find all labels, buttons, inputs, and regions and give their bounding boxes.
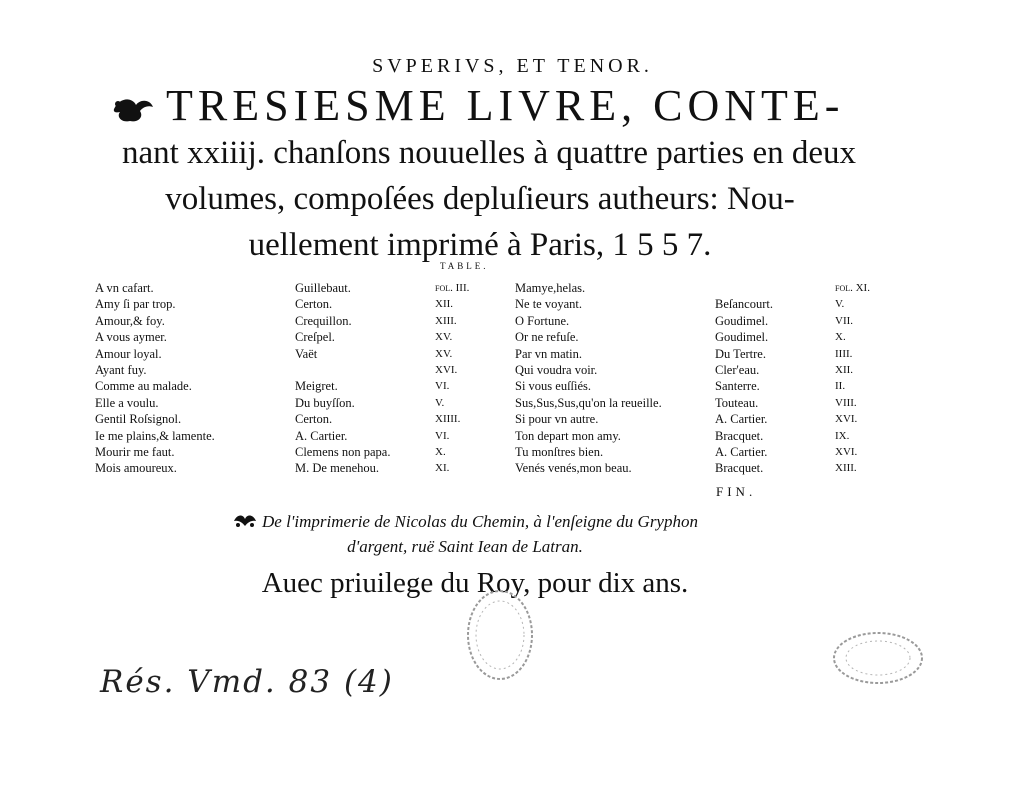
folio-number: XV. [435, 347, 453, 360]
imprint [200, 509, 730, 559]
composer-name: Touteau. [715, 395, 759, 410]
toc-entry [95, 444, 475, 460]
composer-name: Clemens non papa. [295, 444, 391, 459]
toc-left-column [95, 280, 475, 477]
composer-name: Du Tertre. [715, 346, 766, 361]
handwritten-shelfmark: Rés. Vmd. 83 (4) [100, 664, 394, 700]
song-title: Tu monſtres bien. [515, 444, 604, 459]
folio-number: XVI. [435, 363, 458, 376]
book-title [100, 82, 860, 268]
toc-entry [515, 346, 875, 362]
song-title: O Fortune. [515, 313, 570, 328]
toc-entry [95, 280, 475, 296]
song-title: Gentil Roſsignol. [95, 412, 182, 427]
song-title: Sus,Sus,Sus,qu'on la reueille. [515, 395, 662, 410]
toc-entry [95, 313, 475, 329]
song-title: Or ne refuſe. [515, 330, 579, 345]
folio-number: fol. XI. [835, 282, 870, 294]
song-title: Mois amoureux. [95, 461, 177, 476]
toc-entry [515, 378, 875, 394]
folio-number: XIIII. [435, 413, 461, 426]
folio-number: XIII. [835, 462, 857, 475]
voice-heading: SVPERIVS, ET TENOR. [372, 55, 653, 77]
composer-name: Beſancourt. [715, 297, 773, 312]
song-title: A vn cafart. [95, 281, 154, 295]
composer-name: Cler'eau. [715, 362, 760, 377]
toc-entry [515, 296, 875, 312]
composer-name: Creſpel. [295, 330, 335, 345]
folio-number: II. [835, 380, 846, 393]
song-title: Mamye,helas. [515, 281, 586, 295]
folio-number: XVI. [835, 413, 858, 426]
folio-number: V. [835, 298, 845, 311]
song-title: Ne te voyant. [515, 297, 582, 312]
composer-name: Certon. [295, 297, 333, 312]
composer-name: Vaët [295, 346, 318, 361]
toc-entry [515, 280, 875, 296]
folio-number: XII. [435, 298, 454, 311]
printer-mark-icon [232, 513, 258, 529]
folio-number: XII. [835, 363, 854, 376]
composer-name: Goudimel. [715, 313, 769, 328]
table-heading: TABLE. [440, 261, 489, 271]
song-title: Venés venés,mon beau. [515, 461, 632, 476]
fin-label: FIN. [716, 484, 757, 499]
song-title: Par vn matin. [515, 346, 583, 361]
song-title: A vous aymer. [95, 330, 167, 345]
toc-entry [95, 362, 475, 378]
toc-entry [95, 346, 475, 362]
toc-entry [95, 411, 475, 427]
composer-name: M. De menehou. [295, 461, 380, 476]
composer-name: Du buyſſon. [295, 395, 355, 410]
folio-number: fol. III. [435, 282, 470, 294]
folio-number: XIII. [435, 314, 457, 327]
song-title: Elle a voulu. [95, 395, 159, 410]
song-title: Ton depart mon amy. [515, 428, 621, 443]
toc-entry [515, 313, 875, 329]
song-title: Qui voudra voir. [515, 362, 598, 377]
toc-entry [95, 378, 475, 394]
composer-name: Guillebaut. [295, 281, 351, 295]
composer-name: A. Cartier. [715, 444, 768, 459]
song-title: Amy ſi par trop. [95, 297, 176, 312]
folio-number: IX. [835, 429, 850, 442]
folio-number: VIII. [835, 396, 857, 409]
toc-entry [515, 395, 875, 411]
library-stamp-center [465, 588, 535, 683]
title-line-2: nant xxiiij. chanſons nouuelles à quattre parties en deux [122, 135, 857, 171]
song-title: Ie me plains,& lamente. [95, 428, 215, 443]
title-line-3: volumes, compoſées depluſieurs autheurs: Nou- [165, 181, 795, 217]
toc-entry [95, 329, 475, 345]
composer-name: Bracquet. [715, 428, 764, 443]
folio-number: X. [835, 331, 846, 344]
title-line-1: TRESIESME LIVRE, CONTE- [166, 81, 845, 130]
composer-name: Goudimel. [715, 330, 769, 345]
toc-entry [515, 460, 875, 476]
toc-entry [95, 428, 475, 444]
toc-right-column [515, 280, 875, 477]
toc-entry [515, 428, 875, 444]
toc-entry [515, 411, 875, 427]
toc-entry [95, 395, 475, 411]
composer-name: A. Cartier. [295, 428, 348, 443]
folio-number: VI. [435, 429, 450, 442]
royal-privilege: Auec priuilege du Roy, pour dix ans. [261, 567, 689, 599]
composer-name: Bracquet. [715, 461, 764, 476]
song-title: Ayant fuy. [95, 362, 147, 377]
title-line-4: uellement imprimé à Paris, 1 5 5 7. [248, 227, 712, 263]
song-title: Si vous euſſiés. [515, 379, 592, 394]
imprint-line-2: d'argent, ruë Saint Iean de Latran. [347, 537, 583, 556]
library-stamp-right [828, 628, 928, 688]
folio-number: X. [435, 445, 446, 458]
song-title: Mourir me faut. [95, 444, 175, 459]
folio-number: XI. [435, 462, 450, 475]
composer-name: Certon. [295, 412, 333, 427]
toc-entry [95, 296, 475, 312]
toc-entry [515, 329, 875, 345]
song-title: Amour,& foy. [95, 313, 165, 328]
fleuron-icon [110, 95, 156, 125]
folio-number: IIII. [835, 347, 853, 360]
imprint-line-1: De l'imprimerie de Nicolas du Chemin, à l'enſeigne du Gryphon [262, 512, 698, 531]
composer-name: Santerre. [715, 379, 760, 394]
folio-number: V. [435, 396, 445, 409]
song-title: Comme au malade. [95, 379, 192, 394]
folio-number: XV. [435, 331, 453, 344]
song-title: Amour loyal. [95, 346, 162, 361]
toc-entry [515, 444, 875, 460]
toc-entry [515, 362, 875, 378]
composer-name: Meigret. [295, 379, 338, 394]
toc-entry [95, 460, 475, 476]
folio-number: VII. [835, 314, 854, 327]
composer-name: A. Cartier. [715, 412, 768, 427]
song-title: Si pour vn autre. [515, 412, 599, 427]
folio-number: VI. [435, 380, 450, 393]
folio-number: XVI. [835, 445, 858, 458]
composer-name: Crequillon. [295, 313, 352, 328]
